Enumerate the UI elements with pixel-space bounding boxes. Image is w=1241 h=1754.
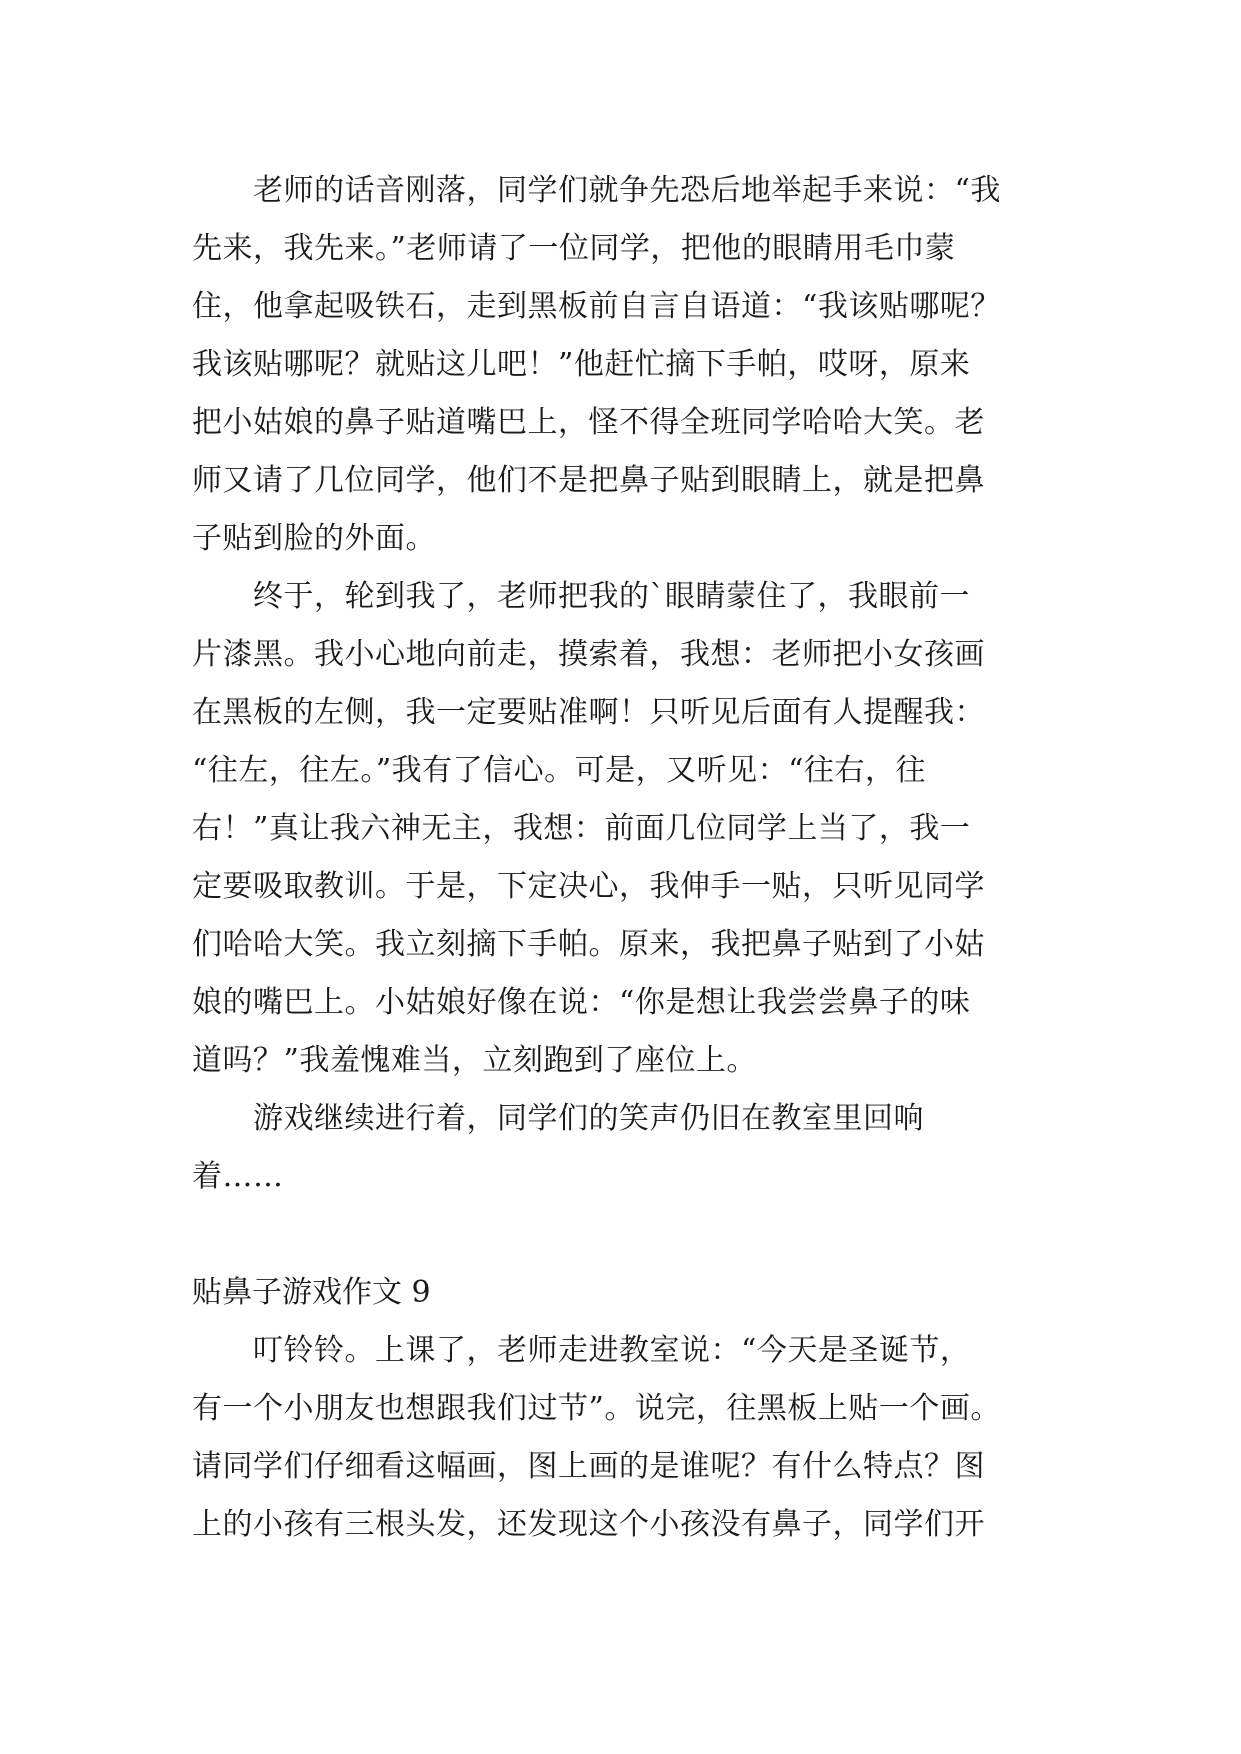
text-line: 游戏继续进行着，同学们的笑声仍旧在教室里回响 bbox=[192, 1101, 924, 1136]
paragraph-3 bbox=[192, 1090, 1054, 1206]
document-page bbox=[192, 162, 1054, 1554]
text-line: 道吗？”我羞愧难当，立刻跑到了座位上。 bbox=[192, 1043, 757, 1078]
text-line: 老师的话音刚落，同学们就争先恐后地举起手来说：“我 bbox=[192, 173, 1001, 208]
paragraph-1 bbox=[192, 162, 1054, 568]
text-line: 着…… bbox=[192, 1159, 284, 1194]
text-line: 我该贴哪呢？就贴这儿吧！”他赶忙摘下手帕，哎呀，原来 bbox=[192, 347, 971, 382]
text-line: 右！”真让我六神无主，我想：前面几位同学上当了，我一 bbox=[192, 811, 971, 846]
text-line: 片漆黑。我小心地向前走，摸索着，我想：老师把小女孩画 bbox=[192, 637, 985, 672]
text-line: 子贴到脸的外面。 bbox=[192, 521, 436, 556]
paragraph-2 bbox=[192, 568, 1054, 1090]
text-line: 在黑板的左侧，我一定要贴准啊！只听见后面有人提醒我： bbox=[192, 695, 985, 730]
section-title: 贴鼻子游戏作文 9 bbox=[192, 1275, 431, 1310]
text-line: 有一个小朋友也想跟我们过节”。说完，往黑板上贴一个画。 bbox=[192, 1391, 1001, 1426]
text-line: 把小姑娘的鼻子贴道嘴巴上，怪不得全班同学哈哈大笑。老 bbox=[192, 405, 985, 440]
text-line: 请同学们仔细看这幅画，图上画的是谁呢？有什么特点？图 bbox=[192, 1449, 985, 1484]
blank-line bbox=[192, 1206, 1054, 1264]
text-line: 定要吸取教训。于是，下定决心，我伸手一贴，只听见同学 bbox=[192, 869, 985, 904]
text-line: 叮铃铃。上课了，老师走进教室说：“今天是圣诞节， bbox=[192, 1333, 971, 1368]
text-line: 先来，我先来。”老师请了一位同学，把他的眼睛用毛巾蒙 bbox=[192, 231, 956, 266]
text-line: 娘的嘴巴上。小姑娘好像在说：“你是想让我尝尝鼻子的味 bbox=[192, 985, 971, 1020]
text-line: 师又请了几位同学，他们不是把鼻子贴到眼睛上，就是把鼻 bbox=[192, 463, 985, 498]
text-line: 终于，轮到我了，老师把我的`眼睛蒙住了，我眼前一 bbox=[192, 579, 970, 614]
text-line: 住，他拿起吸铁石，走到黑板前自言自语道：“我该贴哪呢？ bbox=[192, 289, 1001, 324]
paragraph-4 bbox=[192, 1322, 1054, 1554]
text-line: 们哈哈大笑。我立刻摘下手帕。原来，我把鼻子贴到了小姑 bbox=[192, 927, 985, 962]
text-line: 上的小孩有三根头发，还发现这个小孩没有鼻子，同学们开 bbox=[192, 1507, 985, 1542]
text-line: “往左，往左。”我有了信心。可是，又听见：“往右，往 bbox=[192, 753, 927, 788]
